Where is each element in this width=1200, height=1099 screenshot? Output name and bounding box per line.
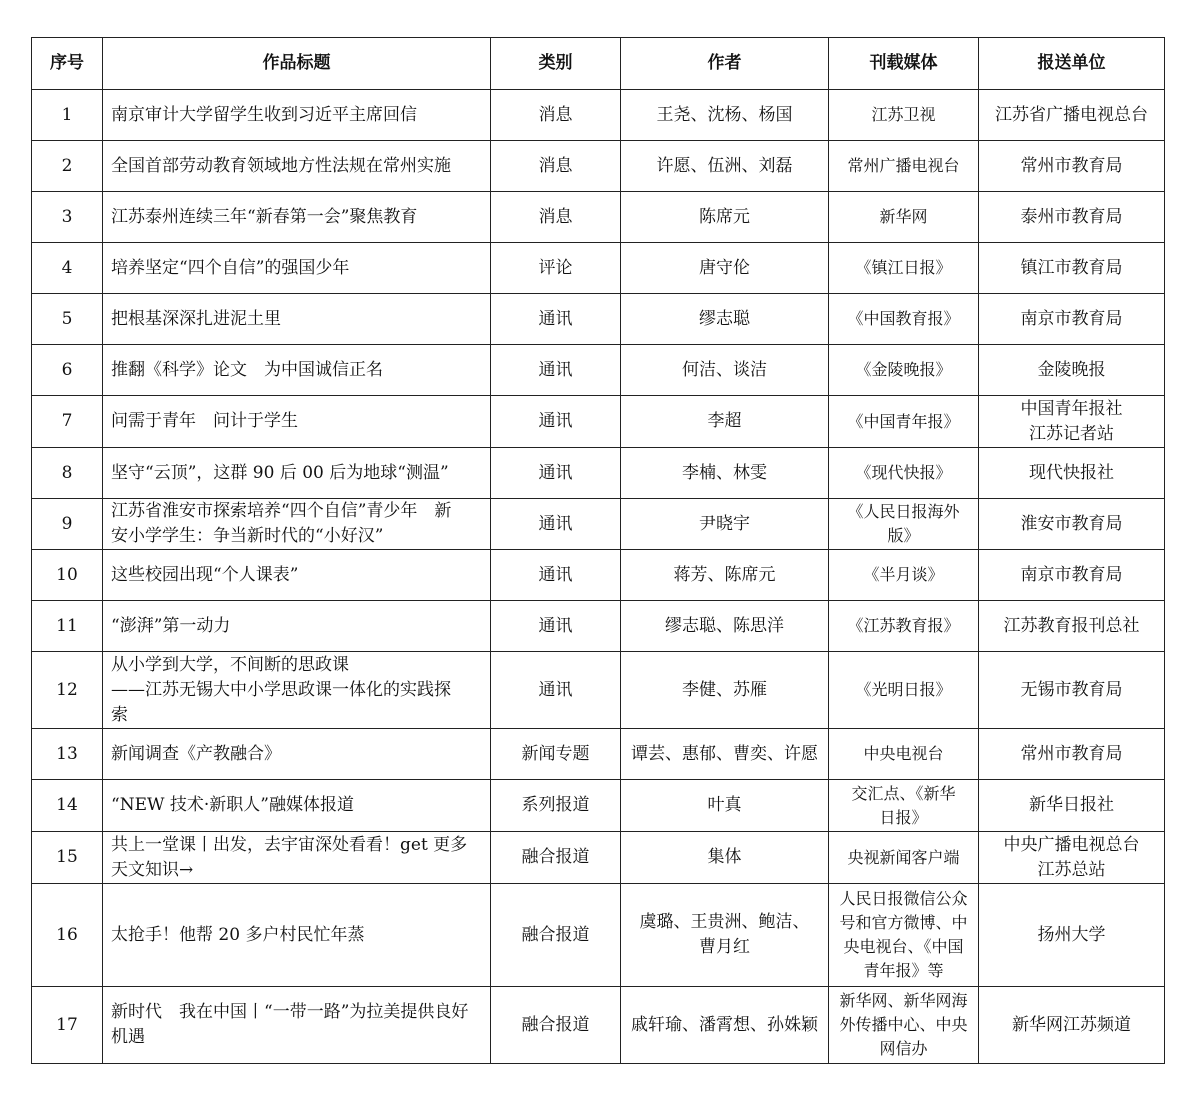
work-title-line: ——江苏无锡大中小学思政课一体化的实践探: [111, 679, 451, 700]
row-number: 4: [32, 243, 103, 294]
category: 通讯: [491, 601, 621, 652]
author-line: 唐守伦: [699, 257, 750, 278]
table-row: [32, 987, 1165, 1064]
author: [621, 884, 829, 987]
author: [621, 499, 829, 550]
submitting-unit: [979, 192, 1165, 243]
submitting-unit-line: 江苏记者站: [1029, 423, 1114, 444]
table-row: [32, 601, 1165, 652]
publishing-media-line: 《现代快报》: [855, 463, 952, 482]
table-row: [32, 550, 1165, 601]
table-row: [32, 448, 1165, 499]
submitting-unit-line: 常州市教育局: [1020, 743, 1123, 764]
author-line: 缪志聪、陈思洋: [665, 615, 784, 636]
publishing-media: [829, 448, 979, 499]
publishing-media-line: 日报》: [879, 807, 928, 827]
header-unit: 报送单位: [979, 38, 1165, 90]
publishing-media-line: 《光明日报》: [855, 680, 952, 699]
row-number: 8: [32, 448, 103, 499]
author-line: 李超: [707, 411, 742, 431]
publishing-media: [829, 141, 979, 192]
submitting-unit-line: 常州市教育局: [1020, 155, 1123, 176]
work-title-line: 共上一堂课丨出发，去宇宙深处看看！get 更多: [111, 834, 468, 855]
publishing-media-line: 《人民日报海外: [847, 502, 960, 521]
table-row: [32, 652, 1165, 729]
row-number: 15: [32, 832, 103, 884]
author: [621, 448, 829, 499]
header-category: 类别: [491, 38, 621, 90]
work-title: [103, 396, 491, 448]
header-no: 序号: [32, 38, 103, 90]
submitting-unit: [979, 550, 1165, 601]
publishing-media-line: 常州广播电视台: [847, 156, 960, 175]
author: [621, 780, 829, 832]
submitting-unit-line: 江苏省广播电视总台: [995, 104, 1148, 125]
work-title: [103, 884, 491, 987]
work-title-line: 问需于青年 问计于学生: [111, 411, 298, 431]
work-title-line: 天文知识→: [111, 859, 194, 880]
publishing-media-line: 《金陵晚报》: [855, 360, 952, 379]
submitting-unit-line: 南京市教育局: [1020, 308, 1123, 329]
work-title: [103, 652, 491, 729]
author: [621, 729, 829, 780]
work-title-line: 索: [111, 704, 128, 725]
row-number: 7: [32, 396, 103, 448]
publishing-media-line: 人民日报微信公众: [839, 889, 968, 908]
row-number: 17: [32, 987, 103, 1064]
submitting-unit-line: 淮安市教育局: [1020, 513, 1123, 534]
publishing-media: [829, 601, 979, 652]
category: 通讯: [491, 345, 621, 396]
publishing-media: [829, 345, 979, 396]
submitting-unit-line: 新华日报社: [1029, 795, 1114, 815]
work-title: [103, 243, 491, 294]
header-row: [32, 38, 1165, 90]
submitting-unit: [979, 499, 1165, 550]
author: [621, 90, 829, 141]
publishing-media-line: 网信办: [879, 1039, 928, 1058]
submitting-unit-line: 江苏教育报刊总社: [1003, 615, 1140, 636]
category: 消息: [491, 90, 621, 141]
publishing-media: [829, 652, 979, 729]
publishing-media: [829, 832, 979, 884]
publishing-media-line: 版》: [887, 526, 920, 545]
work-title-line: 把根基深深扎进泥土里: [111, 308, 281, 329]
publishing-media: [829, 90, 979, 141]
work-title: [103, 141, 491, 192]
table-body: [32, 90, 1165, 1064]
author: [621, 832, 829, 884]
publishing-media-line: 《半月谈》: [863, 565, 944, 584]
row-number: 11: [32, 601, 103, 652]
author-line: 尹晓宇: [699, 513, 750, 534]
category: 通讯: [491, 652, 621, 729]
submitting-unit: [979, 90, 1165, 141]
author-line: 谭芸、惠郁、曹奕、许愿: [631, 743, 818, 764]
publishing-media: [829, 550, 979, 601]
category: 系列报道: [491, 780, 621, 832]
category: 融合报道: [491, 832, 621, 884]
work-title: [103, 550, 491, 601]
submitting-unit: [979, 729, 1165, 780]
work-title: [103, 192, 491, 243]
publishing-media: [829, 243, 979, 294]
work-title-line: 江苏泰州连续三年“新春第一会”聚焦教育: [111, 206, 418, 227]
work-title-line: 新闻调查《产教融合》: [111, 743, 281, 764]
row-number: 12: [32, 652, 103, 729]
header-title: 作品标题: [103, 38, 491, 90]
publishing-media-line: 中央电视台: [863, 744, 944, 763]
submitting-unit-line: 南京市教育局: [1020, 564, 1123, 585]
submitting-unit-line: 镇江市教育局: [1020, 257, 1123, 278]
work-title-line: 推翻《科学》论文 为中国诚信正名: [111, 359, 383, 380]
submitting-unit: [979, 448, 1165, 499]
publishing-media-line: 《江苏教育报》: [847, 616, 960, 635]
work-title-line: 全国首部劳动教育领域地方性法规在常州实施: [111, 155, 451, 176]
submitting-unit-line: 现代快报社: [1029, 462, 1114, 483]
work-title-line: 机遇: [111, 1027, 145, 1047]
table-row: [32, 243, 1165, 294]
publishing-media-line: 央视新闻客户端: [847, 847, 960, 867]
submitting-unit: [979, 652, 1165, 729]
row-number: 2: [32, 141, 103, 192]
submitting-unit: [979, 987, 1165, 1064]
author-line: 曹月红: [699, 937, 750, 957]
author: [621, 550, 829, 601]
table-row: [32, 345, 1165, 396]
table-row: [32, 90, 1165, 141]
header-media: 刊载媒体: [829, 38, 979, 90]
submitting-unit: [979, 141, 1165, 192]
publishing-media-line: 江苏卫视: [871, 105, 936, 124]
category: 评论: [491, 243, 621, 294]
work-title: [103, 780, 491, 832]
submitting-unit-line: 新华网江苏频道: [1012, 1014, 1131, 1035]
submitting-unit-line: 泰州市教育局: [1020, 206, 1123, 227]
row-number: 9: [32, 499, 103, 550]
publishing-media: [829, 192, 979, 243]
work-title-line: 江苏省淮安市探索培养“四个自信”青少年 新: [111, 501, 452, 521]
category: 融合报道: [491, 884, 621, 987]
author-line: 李健、苏雁: [682, 679, 767, 700]
author-line: 叶真: [707, 795, 742, 815]
author-line: 王尧、沈杨、杨国: [656, 104, 793, 125]
category: 新闻专题: [491, 729, 621, 780]
table-row: [32, 396, 1165, 448]
publishing-media: [829, 729, 979, 780]
table-row: [32, 141, 1165, 192]
author: [621, 243, 829, 294]
work-title-line: 太抢手！他帮 20 多户村民忙年蒸: [111, 924, 365, 945]
category: 通讯: [491, 294, 621, 345]
submitting-unit-line: 江苏总站: [1037, 859, 1106, 880]
author-line: 陈席元: [699, 206, 750, 227]
category: 通讯: [491, 550, 621, 601]
work-title: [103, 448, 491, 499]
author-line: 缪志聪: [699, 308, 750, 329]
author-line: 虞璐、王贵洲、鲍洁、: [639, 912, 810, 932]
work-title-line: 南京审计大学留学生收到习近平主席回信: [111, 104, 417, 125]
publishing-media: [829, 987, 979, 1064]
work-title: [103, 832, 491, 884]
publishing-media-line: 外传播中心、中央: [839, 1015, 968, 1034]
submitting-unit-line: 中央广播电视总台: [1003, 834, 1140, 855]
author-line: 蒋芳、陈席元: [673, 564, 776, 585]
submitting-unit-line: 无锡市教育局: [1020, 679, 1123, 700]
category: 融合报道: [491, 987, 621, 1064]
table-row: [32, 294, 1165, 345]
work-title-line: 安小学学生：争当新时代的“小好汉”: [111, 526, 384, 546]
publishing-media-line: 新华网: [879, 207, 928, 226]
submitting-unit: [979, 396, 1165, 448]
submitting-unit: [979, 780, 1165, 832]
submitting-unit: [979, 832, 1165, 884]
author: [621, 987, 829, 1064]
submitting-unit: [979, 243, 1165, 294]
table-row: [32, 192, 1165, 243]
author-line: 戚轩瑜、潘霄想、孙姝颖: [631, 1014, 818, 1035]
author: [621, 294, 829, 345]
publishing-media: [829, 294, 979, 345]
work-title-line: 从小学到大学，不间断的思政课: [111, 654, 349, 675]
work-title: [103, 987, 491, 1064]
work-title-line: “NEW 技术·新职人”融媒体报道: [111, 795, 354, 815]
publishing-media: [829, 884, 979, 987]
category: 通讯: [491, 499, 621, 550]
submitting-unit-line: 中国青年报社: [1020, 398, 1123, 419]
author: [621, 192, 829, 243]
submitting-unit: [979, 884, 1165, 987]
table-row: [32, 729, 1165, 780]
category: 通讯: [491, 396, 621, 448]
award-table: [31, 37, 1165, 1064]
publishing-media: [829, 780, 979, 832]
row-number: 5: [32, 294, 103, 345]
author: [621, 141, 829, 192]
work-title-line: “澎湃”第一动力: [111, 615, 231, 636]
author-line: 何洁、谈洁: [682, 359, 767, 380]
work-title-line: 坚守“云顶”，这群 90 后 00 后为地球“测温”: [111, 462, 449, 483]
author: [621, 601, 829, 652]
publishing-media-line: 青年报》等: [863, 961, 944, 980]
category: 通讯: [491, 448, 621, 499]
work-title: [103, 729, 491, 780]
publishing-media-line: 《镇江日报》: [855, 258, 952, 277]
row-number: 14: [32, 780, 103, 832]
row-number: 3: [32, 192, 103, 243]
work-title: [103, 601, 491, 652]
header-author: 作者: [621, 38, 829, 90]
work-title: [103, 345, 491, 396]
category: 消息: [491, 141, 621, 192]
submitting-unit: [979, 601, 1165, 652]
submitting-unit-line: 扬州大学: [1037, 924, 1106, 945]
submitting-unit: [979, 345, 1165, 396]
work-title: [103, 294, 491, 345]
author-line: 许愿、伍洲、刘磊: [656, 155, 793, 176]
publishing-media-line: 号和官方微博、中: [839, 913, 968, 932]
row-number: 1: [32, 90, 103, 141]
publishing-media-line: 《中国青年报》: [847, 411, 960, 431]
author: [621, 652, 829, 729]
table-row: [32, 499, 1165, 550]
author: [621, 396, 829, 448]
work-title: [103, 499, 491, 550]
author: [621, 345, 829, 396]
work-title-line: 这些校园出现“个人课表”: [111, 564, 299, 585]
publishing-media-line: 交汇点、《新华: [851, 783, 956, 803]
author-line: 李楠、林雯: [682, 462, 767, 483]
publishing-media-line: 央电视台、《中国: [843, 937, 964, 956]
publishing-media: [829, 499, 979, 550]
row-number: 6: [32, 345, 103, 396]
category: 消息: [491, 192, 621, 243]
work-title: [103, 90, 491, 141]
publishing-media: [829, 396, 979, 448]
author-line: 集体: [707, 847, 742, 867]
row-number: 16: [32, 884, 103, 987]
publishing-media-line: 《中国教育报》: [847, 309, 960, 328]
row-number: 10: [32, 550, 103, 601]
table-row: [32, 884, 1165, 987]
submitting-unit-line: 金陵晚报: [1037, 359, 1106, 380]
publishing-media-line: 新华网、新华网海: [839, 991, 968, 1010]
row-number: 13: [32, 729, 103, 780]
table-row: [32, 832, 1165, 884]
work-title-line: 培养坚定“四个自信”的强国少年: [111, 257, 350, 278]
work-title-line: 新时代 我在中国丨“一带一路”为拉美提供良好: [111, 1002, 469, 1022]
submitting-unit: [979, 294, 1165, 345]
table-row: [32, 780, 1165, 832]
